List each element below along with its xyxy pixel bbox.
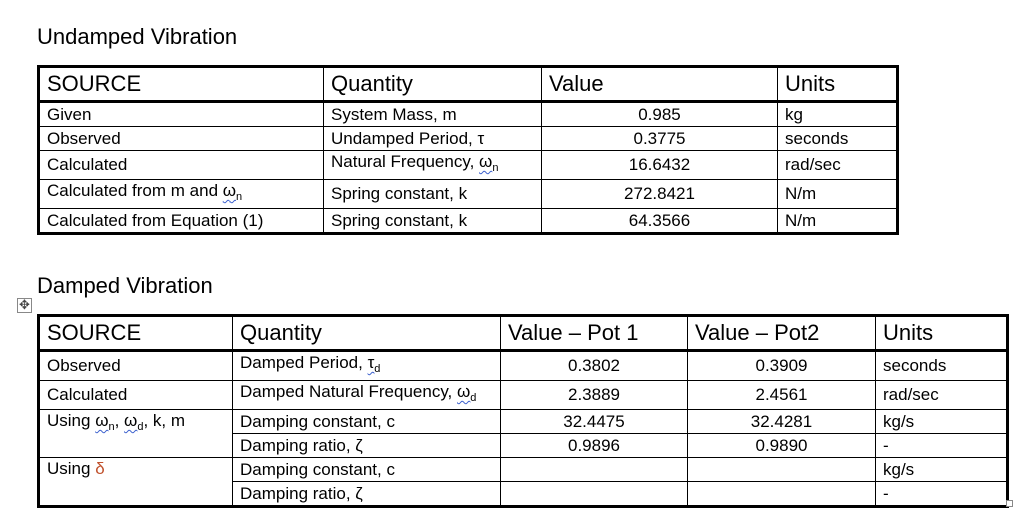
value-cell: 64.3566 xyxy=(542,209,778,234)
units-cell: - xyxy=(876,482,1008,507)
value-cell: 272.8421 xyxy=(542,180,778,209)
quantity-cell: Damping ratio, ζ xyxy=(233,482,501,507)
value-cell: 16.6432 xyxy=(542,151,778,180)
quantity-cell: Spring constant, k xyxy=(324,180,542,209)
value-cell: 0.985 xyxy=(542,102,778,127)
units-cell: kg/s xyxy=(876,458,1008,482)
table-row xyxy=(39,151,898,180)
value-pot1-cell: 0.3802 xyxy=(501,351,688,381)
header-units: Units xyxy=(778,67,898,102)
table-row xyxy=(39,381,1008,410)
quantity-cell: Spring constant, k xyxy=(324,209,542,234)
source-cell: Calculated from Equation (1) xyxy=(39,209,324,234)
quantity-cell: Damping constant, c xyxy=(233,410,501,434)
table-row xyxy=(39,127,898,151)
header-value: Value xyxy=(542,67,778,102)
delta-symbol: δ xyxy=(95,459,105,478)
units-cell: rad/sec xyxy=(876,381,1008,410)
source-cell: Observed xyxy=(39,351,233,381)
table-row xyxy=(39,180,898,209)
table-header-row xyxy=(39,316,1008,351)
value-pot1-cell: 32.4475 xyxy=(501,410,688,434)
header-value-pot1: Value – Pot 1 xyxy=(501,316,688,351)
source-cell: Given xyxy=(39,102,324,127)
quantity-cell: Damped Natural Frequency, $\omega_d$ xyxy=(233,381,501,410)
quantity-cell: System Mass, m xyxy=(324,102,542,127)
value-pot2-cell: 2.4561 xyxy=(688,381,876,410)
table-row xyxy=(39,351,1008,381)
units-cell: seconds xyxy=(876,351,1008,381)
value-pot1-cell: 0.9896 xyxy=(501,434,688,458)
value-pot2-cell: 0.9890 xyxy=(688,434,876,458)
header-quantity: Quantity xyxy=(233,316,501,351)
units-cell: - xyxy=(876,434,1008,458)
source-cell: Using $\omega_n$, $\omega_d$, k, m xyxy=(39,410,233,458)
source-cell: Calculated from m and $\omega_n$ xyxy=(39,180,324,209)
value-cell: 0.3775 xyxy=(542,127,778,151)
header-source: SOURCE xyxy=(39,316,233,351)
damped-vibration-table xyxy=(37,314,1009,508)
units-cell: seconds xyxy=(778,127,898,151)
undamped-vibration-table xyxy=(37,65,899,235)
table-row xyxy=(39,209,898,234)
table-row xyxy=(39,102,898,127)
header-units: Units xyxy=(876,316,1008,351)
header-quantity: Quantity xyxy=(324,67,542,102)
table-row xyxy=(39,410,1008,434)
quantity-cell: Damping constant, c xyxy=(233,458,501,482)
table-header-row xyxy=(39,67,898,102)
units-cell: kg/s xyxy=(876,410,1008,434)
damped-vibration-heading: Damped Vibration xyxy=(37,273,213,298)
source-cell: Using δ xyxy=(39,458,233,507)
value-pot2-cell xyxy=(688,482,876,507)
source-cell: Calculated xyxy=(39,151,324,180)
units-cell: rad/sec xyxy=(778,151,898,180)
value-pot1-cell xyxy=(501,482,688,507)
value-pot2-cell: 32.4281 xyxy=(688,410,876,434)
value-pot1-cell xyxy=(501,458,688,482)
value-pot2-cell: 0.3909 xyxy=(688,351,876,381)
table-resize-handle-icon[interactable] xyxy=(1006,500,1013,507)
source-cell: Observed xyxy=(39,127,324,151)
units-cell: N/m xyxy=(778,209,898,234)
quantity-cell: Damped Period, $\tau_d$ xyxy=(233,351,501,381)
quantity-cell: Damping ratio, ζ xyxy=(233,434,501,458)
quantity-cell: Undamped Period, τ xyxy=(324,127,542,151)
table-row xyxy=(39,458,1008,482)
units-cell: N/m xyxy=(778,180,898,209)
units-cell: kg xyxy=(778,102,898,127)
source-cell: Calculated xyxy=(39,381,233,410)
quantity-cell: Natural Frequency, $\omega_n$ xyxy=(324,151,542,180)
undamped-vibration-heading: Undamped Vibration xyxy=(37,24,238,49)
value-pot2-cell xyxy=(688,458,876,482)
header-value-pot2: Value – Pot2 xyxy=(688,316,876,351)
value-pot1-cell: 2.3889 xyxy=(501,381,688,410)
header-source: SOURCE xyxy=(39,67,324,102)
table-move-handle-icon[interactable]: ✥ xyxy=(17,298,32,313)
